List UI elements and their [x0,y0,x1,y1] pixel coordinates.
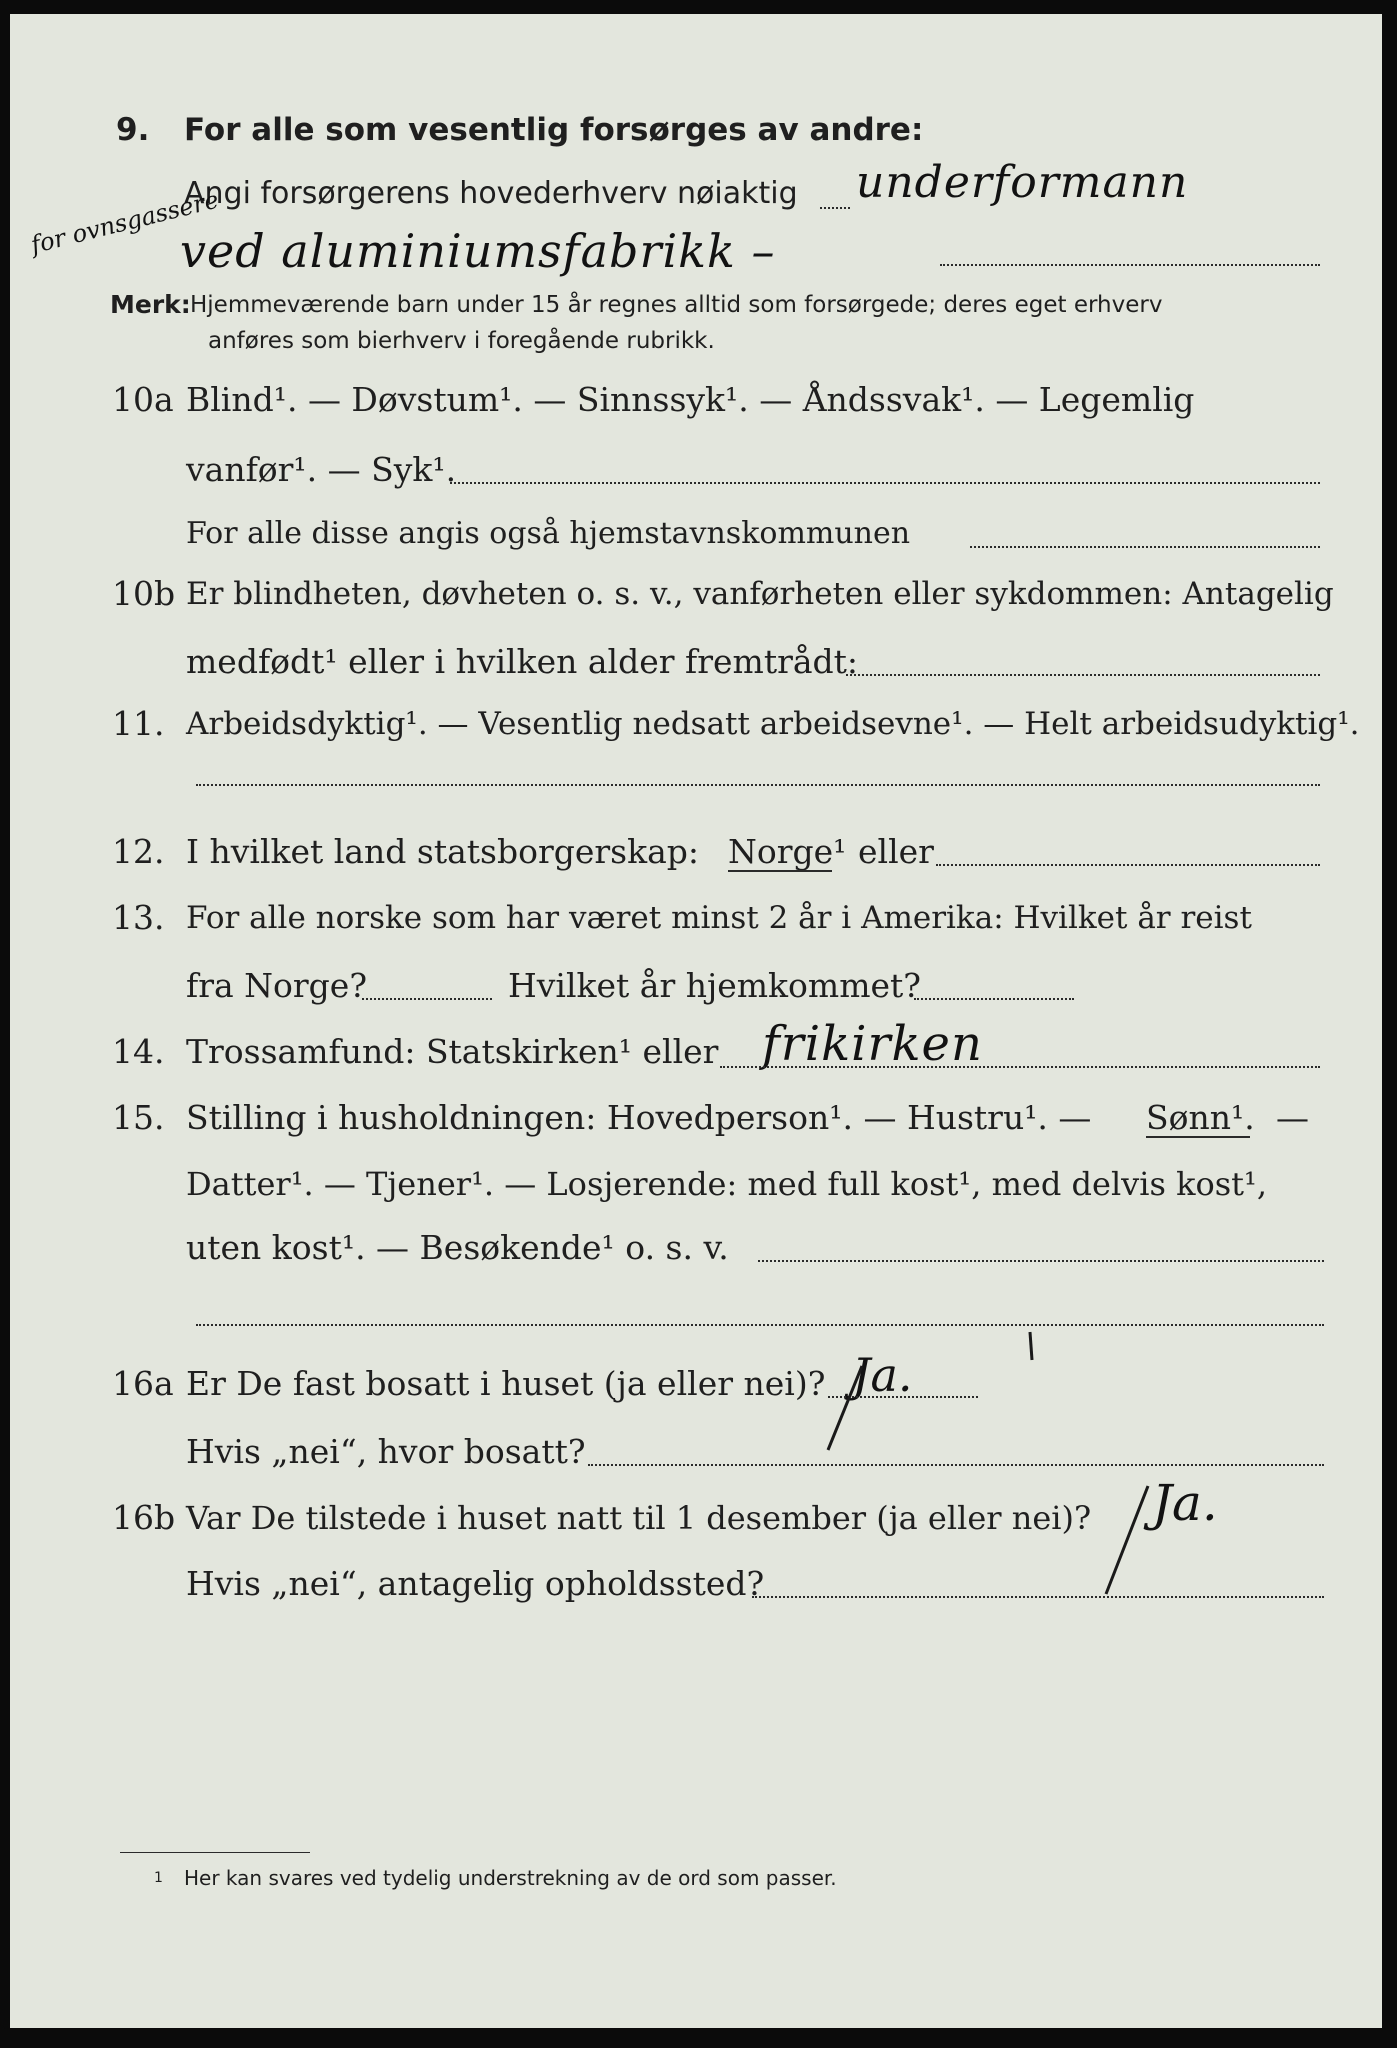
q14-line: Trossamfund: Statskirken¹ eller [186,1032,719,1071]
q13-line2b: Hvilket år hjemkommet? [508,966,921,1005]
tick-mark-q16b [1106,1486,1148,1594]
q16b-line2: Hvis „nei“, antagelig opholdssted? [186,1564,765,1603]
footnote-mark: 1 [154,1870,163,1886]
q12-line-pre: I hvilket land statsborgerskap: [186,832,700,871]
q13-line1: For alle norske som har været minst 2 år i Amerika: Hvilket år reist [186,900,1252,936]
q10a-line2: vanfør¹. — Syk¹. [186,450,457,489]
q15-line1-end: — [1276,1098,1309,1137]
q16a-line1: Er De fast bosatt i huset (ja eller nei)? [186,1364,826,1403]
tick-mark-q16a [828,1366,862,1450]
handwritten-marks [10,14,1382,2028]
q14-answer: frikirken [762,1016,983,1072]
q16a-number: 16a [112,1364,174,1403]
q13-line2a: fra Norge? [186,966,368,1005]
q12-line-post: eller [858,832,934,871]
footnote-rule [120,1852,310,1853]
q16a-answer: Ja. [852,1348,913,1402]
q15-number: 15. [112,1098,165,1137]
q15-line2: Datter¹. — Tjener¹. — Losjerende: med full kost¹, med delvis kost¹, [186,1165,1268,1203]
q10a-line3: For alle disse angis også hjemstavnskommunen [186,516,911,551]
merk-line2: anføres som bierhverv i foregående rubrikk. [208,328,715,354]
q9-number: 9. [116,112,150,148]
q9-answer-line1: underformann [856,157,1189,208]
q11-line1: Arbeidsdyktig¹. — Vesentlig nedsatt arbeidsevne¹. — Helt arbeidsudyktig¹. [186,706,1360,742]
q10a-line1: Blind¹. — Døvstum¹. — Sinnssyk¹. — Åndssvak¹. — Legemlig [186,380,1195,419]
q13-number: 13. [112,898,165,937]
q11-number: 11. [112,704,165,743]
q16b-number: 16b [112,1498,176,1537]
q16a-line2: Hvis „nei“, hvor bosatt? [186,1432,586,1471]
q16b-answer: Ja. [1152,1474,1218,1532]
q9-label: Angi forsørgerens hovederhverv nøiaktig [184,176,798,211]
footnote-text: Her kan svares ved tydelig understrekning av de ord som passer. [184,1866,837,1890]
q10b-number: 10b [112,574,176,613]
merk-line1: Hjemmeværende barn under 15 år regnes alltid som forsørgede; deres eget erhverv [190,292,1163,318]
q9-title: For alle som vesentlig forsørges av andre: [184,112,924,148]
q15-sonn: Sønn¹. [1146,1098,1255,1137]
q9-answer-line2: ved aluminiumsfabrikk – [180,224,776,278]
q10b-line2: medfødt¹ eller i hvilken alder fremtrådt: [186,642,859,681]
q15-line1: Stilling i husholdningen: Hovedperson¹. — Hustru¹. — [186,1098,1092,1137]
q12-number: 12. [112,832,165,871]
q15-line3: uten kost¹. — Besøkende¹ o. s. v. [186,1228,729,1267]
q16b-line1: Var De tilstede i huset natt til 1 desember (ja eller nei)? [186,1499,1092,1537]
q14-number: 14. [112,1032,165,1071]
merk-label: Merk: [110,290,191,319]
tick-mark-q15 [1030,1332,1032,1360]
q10b-line1: Er blindheten, døvheten o. s. v., vanførheten eller sykdommen: Antagelig [186,576,1334,612]
q12-norge: Norge¹ [728,832,847,871]
q10a-number: 10a [112,380,174,419]
q9-answer-margin: for ovnsgassere [28,185,222,260]
census-form-page [10,14,1382,2028]
